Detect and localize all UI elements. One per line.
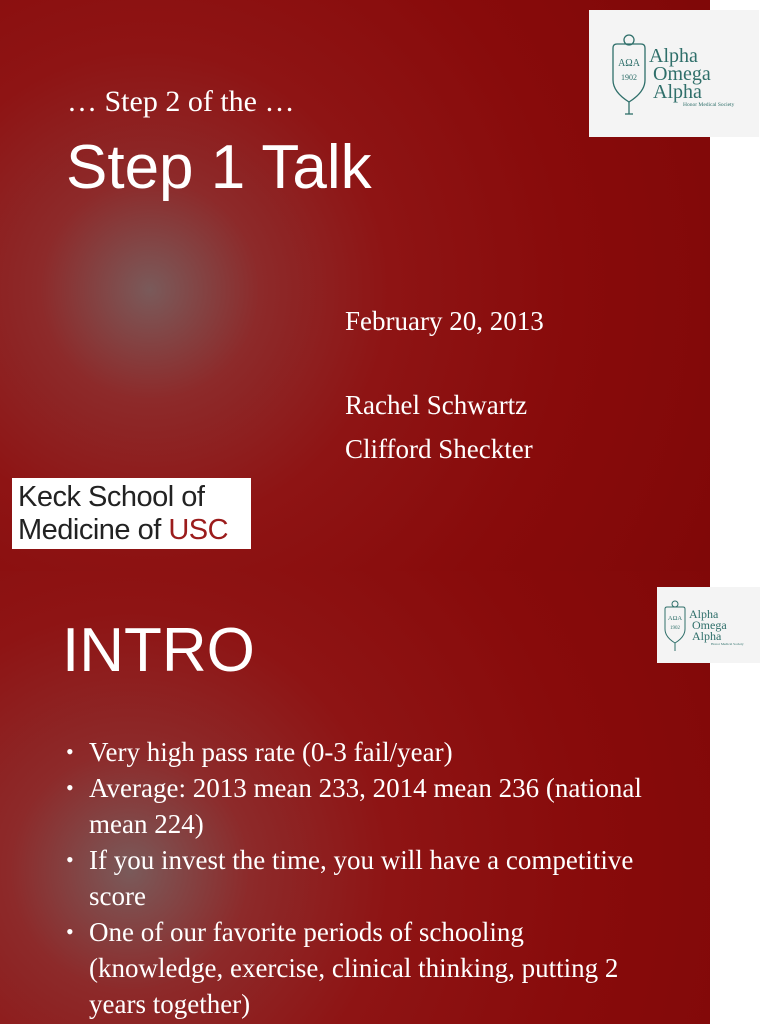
keck-logo-line1: Keck School of <box>18 481 205 513</box>
aoa-word-alpha: Alpha <box>692 629 722 643</box>
bullet-dot-icon: • <box>66 775 74 800</box>
bullet-dot-icon: • <box>66 847 74 872</box>
aoa-crest-letters: ΑΩΑ <box>618 58 640 69</box>
aoa-crest-letters: ΑΩΑ <box>667 615 683 622</box>
aoa-word-alpha: Alpha <box>689 607 719 621</box>
bullet-text: One of our favorite periods of schooling (knowledge, exercise, clinical thinking, putting 2 years together) <box>89 917 619 1019</box>
bullet-text: Very high pass rate (0-3 fail/year) <box>89 737 453 767</box>
aoa-word-omega: Omega <box>653 63 711 85</box>
aoa-logo <box>589 10 759 137</box>
keck-usc-logo <box>12 478 251 549</box>
bullet-text: If you invest the time, you will have a competitive score <box>89 845 634 911</box>
bullet-item <box>62 842 662 914</box>
aoa-tagline: Honor Medical Society <box>683 102 735 108</box>
author-name: Clifford Sheckter <box>345 434 533 464</box>
intro-bullet-list <box>62 734 662 1022</box>
bullet-dot-icon: • <box>66 739 74 764</box>
presentation-date: February 20, 2013 <box>345 306 544 336</box>
intro-slide <box>0 571 710 1024</box>
keck-logo-line2 <box>18 514 245 547</box>
usc-wordmark: USC <box>168 514 229 546</box>
aoa-crest-icon <box>657 587 760 663</box>
keck-logo-prefix: Medicine of <box>18 514 169 546</box>
aoa-tagline: Honor Medical Society <box>711 642 744 646</box>
aoa-crest-icon <box>589 10 759 137</box>
aoa-logo <box>657 587 760 663</box>
aoa-crest-year: 1902 <box>621 73 637 82</box>
aoa-word-alpha: Alpha <box>653 81 702 103</box>
bullet-item <box>62 914 662 1022</box>
bullet-item <box>62 770 662 842</box>
slide-pretitle: … Step 2 of the … <box>67 85 295 118</box>
author-name: Rachel Schwartz <box>345 390 528 420</box>
bullet-item <box>62 734 662 770</box>
bullet-dot-icon: • <box>66 919 74 944</box>
aoa-crest-year: 1902 <box>670 626 680 631</box>
aoa-word-omega: Omega <box>692 618 727 632</box>
intro-title: INTRO <box>62 616 255 685</box>
slide-title: Step 1 Talk <box>66 133 372 202</box>
bullet-text: Average: 2013 mean 233, 2014 mean 236 (national mean 224) <box>89 773 642 839</box>
aoa-word-alpha: Alpha <box>649 45 698 67</box>
